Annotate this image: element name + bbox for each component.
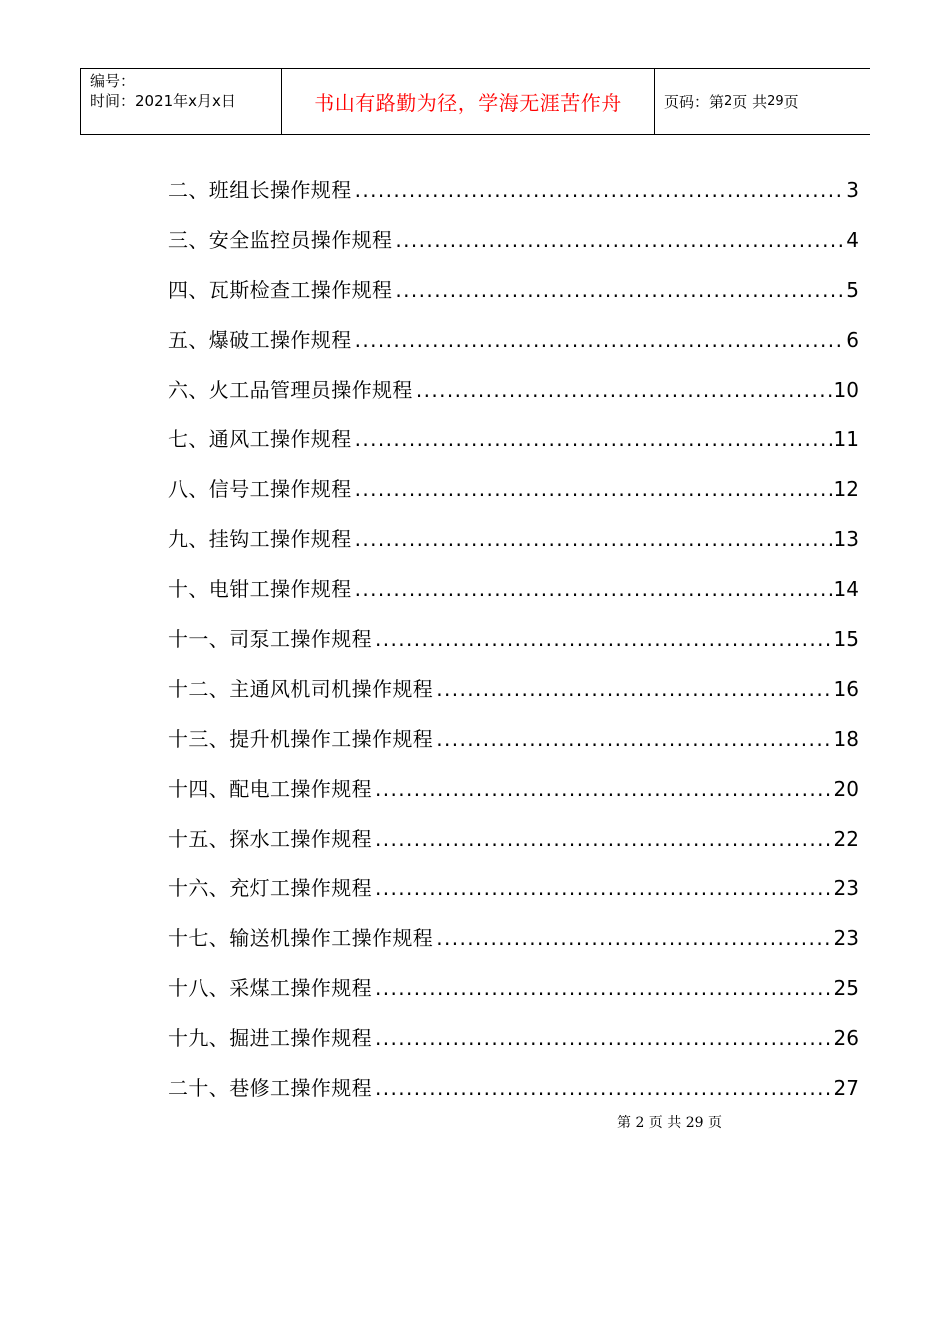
toc-entry-title: 二十、巷修工操作规程 [168, 1076, 372, 1101]
toc-dot-leader [392, 266, 844, 316]
toc-entry-page-number: 13 [833, 527, 859, 552]
toc-entry[interactable] [168, 864, 859, 914]
page-suffix: 页 [783, 93, 799, 111]
toc-entry-page-number: 20 [833, 776, 859, 801]
toc-entry[interactable] [168, 366, 859, 416]
toc-entry-title: 十九、掘进工操作规程 [168, 1026, 372, 1051]
toc-entry-title: 十一、司泵工操作规程 [168, 627, 372, 652]
toc-entry-page-number: 14 [833, 577, 859, 602]
toc-entry[interactable] [168, 715, 859, 765]
toc-entry-page-number: 23 [833, 926, 859, 951]
header-meta-cell [80, 69, 282, 134]
toc-dot-leader [433, 914, 831, 964]
toc-entry-page-number: 6 [846, 327, 859, 352]
page-prefix: 页码：第 [664, 93, 725, 111]
toc-entry[interactable] [168, 465, 859, 515]
toc-entry-page-number: 16 [833, 676, 859, 701]
toc-entry[interactable] [168, 415, 859, 465]
toc-dot-leader [433, 715, 831, 765]
page-total-number: 29 [767, 94, 784, 109]
motto-text: 书山有路勤为径，学海无涯苦作舟 [314, 91, 622, 115]
toc-entry[interactable] [168, 1014, 859, 1064]
toc-dot-leader [392, 216, 844, 266]
toc-dot-leader [372, 815, 832, 865]
toc-entry-page-number: 12 [833, 477, 859, 502]
toc-entry[interactable] [168, 615, 859, 665]
toc-dot-leader [352, 316, 845, 366]
toc-dot-leader [352, 415, 832, 465]
toc-dot-leader [352, 515, 832, 565]
toc-entry[interactable] [168, 316, 859, 366]
toc-entry-title: 三、安全监控员操作规程 [168, 227, 393, 252]
toc-entry[interactable] [168, 266, 859, 316]
page-footer: 第 2 页 共 29 页 [617, 1115, 722, 1131]
toc-entry[interactable] [168, 665, 859, 715]
toc-entry-title: 二、班组长操作规程 [168, 178, 352, 202]
toc-entry-page-number: 11 [833, 427, 859, 452]
toc-entry-page-number: 10 [833, 377, 859, 402]
toc-entry[interactable] [168, 1064, 859, 1114]
toc-entry-title: 五、爆破工操作规程 [168, 327, 352, 352]
page-middle: 页 共 [732, 93, 768, 111]
toc-entry-page-number: 22 [833, 826, 859, 851]
header-motto-cell [282, 69, 655, 134]
serial-number-label: 编号： [90, 72, 136, 90]
toc-entry-title: 十、电钳工操作规程 [168, 577, 352, 602]
toc-entry[interactable] [168, 216, 859, 266]
toc-entry-title: 十三、提升机操作工操作规程 [168, 726, 434, 751]
toc-entry[interactable] [168, 914, 859, 964]
toc-entry-page-number: 25 [833, 976, 859, 1001]
toc-dot-leader [352, 565, 832, 615]
toc-entry-page-number: 27 [833, 1076, 859, 1101]
toc-entry-title: 十二、主通风机司机操作规程 [168, 676, 434, 701]
toc-entry-page-number: 26 [833, 1026, 859, 1051]
table-of-contents [168, 166, 859, 1114]
toc-dot-leader [352, 166, 845, 216]
toc-dot-leader [372, 864, 832, 914]
toc-entry-title: 九、挂钩工操作规程 [168, 527, 352, 552]
page-header-table [80, 68, 870, 135]
toc-entry[interactable] [168, 964, 859, 1014]
toc-entry-title: 十七、输送机操作工操作规程 [168, 926, 434, 951]
toc-dot-leader [352, 465, 832, 515]
toc-entry-page-number: 15 [833, 627, 859, 652]
toc-entry-title: 十五、探水工操作规程 [168, 826, 372, 851]
toc-entry-title: 十六、充灯工操作规程 [168, 876, 372, 901]
toc-entry-title: 八、信号工操作规程 [168, 477, 352, 502]
toc-dot-leader [372, 765, 832, 815]
toc-entry-title: 六、火工品管理员操作规程 [168, 377, 413, 402]
toc-entry[interactable] [168, 515, 859, 565]
toc-entry-page-number: 4 [846, 227, 859, 252]
toc-dot-leader [372, 615, 832, 665]
toc-entry-page-number: 5 [846, 277, 859, 302]
toc-dot-leader [372, 1014, 832, 1064]
toc-entry[interactable] [168, 565, 859, 615]
toc-entry[interactable] [168, 815, 859, 865]
toc-entry[interactable] [168, 166, 859, 216]
toc-entry-page-number: 18 [833, 726, 859, 751]
date-label: 时间：2021年x月x日 [90, 92, 236, 110]
toc-entry-page-number: 3 [846, 178, 859, 202]
toc-entry-title: 四、瓦斯检查工操作规程 [168, 277, 393, 302]
toc-dot-leader [433, 665, 831, 715]
toc-entry-page-number: 23 [833, 876, 859, 901]
toc-entry-title: 十八、采煤工操作规程 [168, 976, 372, 1001]
toc-dot-leader [372, 964, 832, 1014]
toc-entry[interactable] [168, 765, 859, 815]
header-page-cell [655, 69, 870, 134]
toc-dot-leader [372, 1064, 832, 1114]
toc-entry-title: 七、通风工操作规程 [168, 427, 352, 452]
toc-entry-title: 十四、配电工操作规程 [168, 776, 372, 801]
toc-dot-leader [413, 366, 832, 416]
page-current-number: 2 [724, 94, 733, 109]
